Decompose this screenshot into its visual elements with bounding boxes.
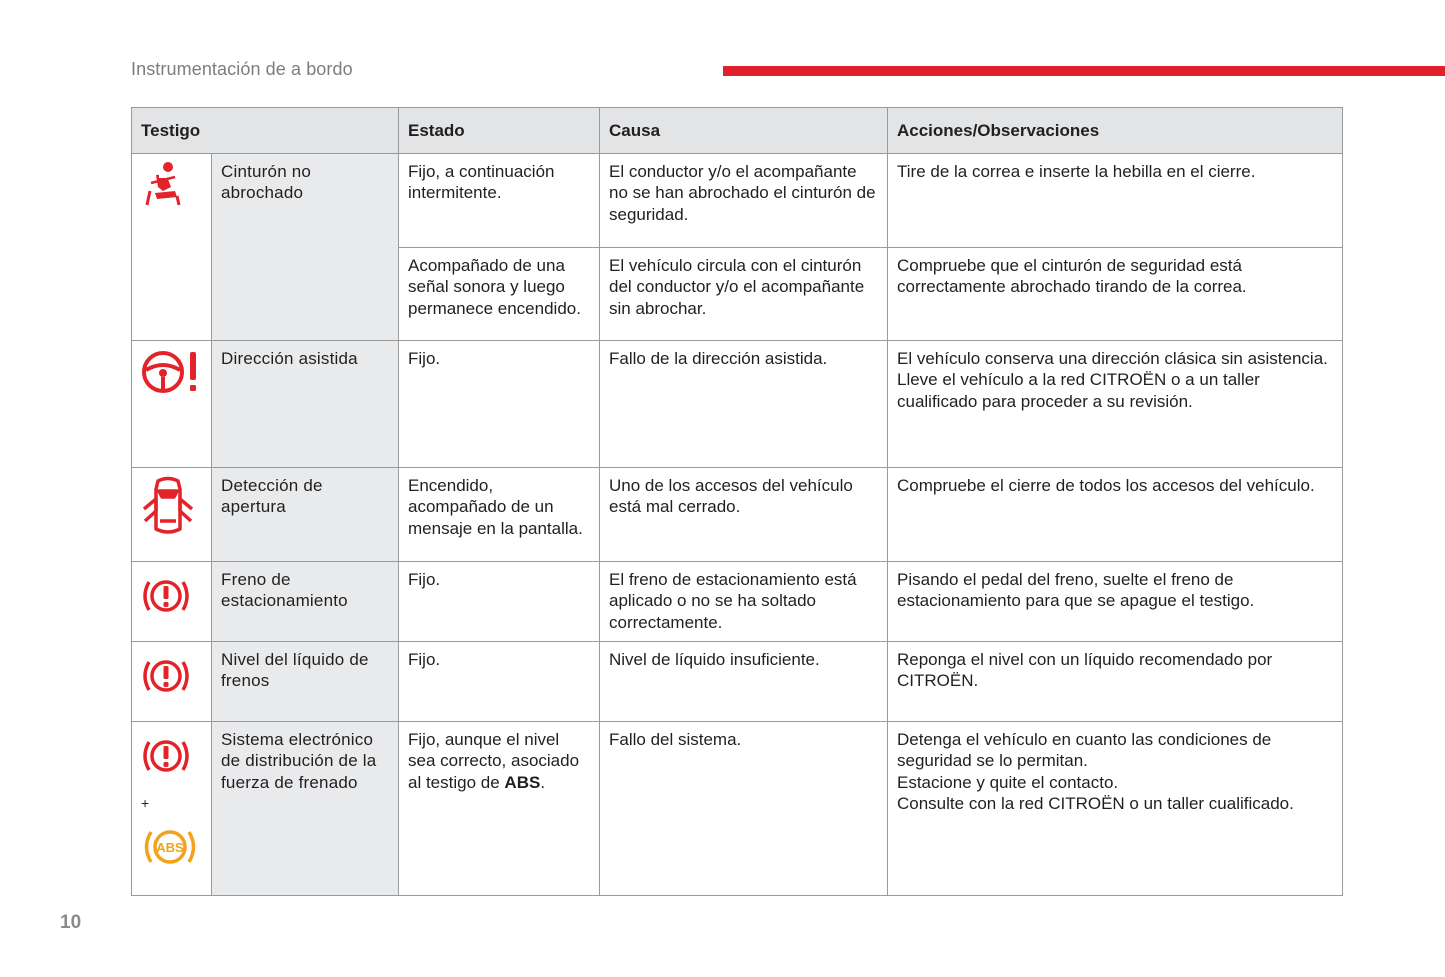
seatbelt-acciones-2: Compruebe que el cinturón de seguridad está correctamente abrochado tirando de la correa.: [888, 248, 1343, 341]
door-open-icon-cell: [132, 468, 212, 562]
header-causa: Causa: [600, 108, 888, 154]
seatbelt-name: Cinturón no abrochado: [212, 154, 399, 341]
table-row: [132, 154, 1343, 248]
steering-causa: Fallo de la dirección asistida.: [600, 341, 888, 468]
steering-acciones: [888, 341, 1343, 468]
warning-lights-table: [131, 107, 1343, 896]
header-acciones: Acciones/Observaciones: [888, 108, 1343, 154]
plus-sign: +: [141, 795, 150, 812]
table-row: [132, 341, 1343, 468]
steering-icon-cell: [132, 341, 212, 468]
seatbelt-estado-1: Fijo, a continuación intermitente.: [399, 154, 600, 248]
seatbelt-causa-2: El vehículo circula con el cinturón del conductor y/o el acompañante sin abrochar.: [600, 248, 888, 341]
ebd-acciones-line-2: Estacione y quite el contacto.: [897, 772, 1119, 792]
parking-brake-acciones: Pisando el pedal del freno, suelte el freno de estacionamiento para que se apague el testigo.: [888, 562, 1343, 642]
brake-warning-icon: [141, 761, 191, 780]
steering-acciones-line-2: Lleve el vehículo a la red CITROËN o a un taller cualificado para proceder a su revisión.: [897, 370, 1260, 411]
parking-brake-name: Freno de estacionamiento: [212, 562, 399, 642]
brake-fluid-name: Nivel del líquido de frenos: [212, 642, 399, 722]
steering-acciones-line-1: El vehículo conserva una dirección clásica sin asistencia.: [897, 349, 1328, 368]
table-row: [132, 722, 1343, 896]
door-open-warning-icon: [141, 522, 195, 541]
header-testigo: Testigo: [132, 108, 399, 154]
seatbelt-acciones-1: Tire de la correa e inserte la hebilla en el cierre.: [888, 154, 1343, 248]
ebd-estado-end: .: [540, 772, 546, 792]
brake-fluid-causa: Nivel de líquido insuficiente.: [600, 642, 888, 722]
power-steering-warning-icon: [141, 381, 203, 400]
ebd-estado: [399, 722, 600, 896]
ebd-icon-cell: [132, 722, 212, 896]
seatbelt-icon-cell: [132, 154, 212, 341]
door-open-causa: Uno de los accesos del vehículo está mal cerrado.: [600, 468, 888, 562]
table-row: [132, 562, 1343, 642]
seatbelt-estado-2: Acompañado de una señal sonora y luego permanece encendido.: [399, 248, 600, 341]
ebd-acciones-line-1: Detenga el vehículo en cuanto las condiciones de seguridad se lo permitan.: [897, 730, 1272, 771]
table-header-row: [132, 108, 1343, 154]
parking-brake-icon-cell: [132, 562, 212, 642]
section-title: Instrumentación de a bordo: [131, 59, 353, 79]
abs-warning-icon: [141, 839, 199, 873]
table-row: [132, 642, 1343, 722]
brake-warning-icon: [141, 681, 191, 700]
table-row: [132, 468, 1343, 562]
ebd-estado-abs: ABS: [504, 772, 541, 792]
brake-fluid-icon-cell: [132, 642, 212, 722]
header-estado: Estado: [399, 108, 600, 154]
brake-warning-icon: [141, 601, 191, 620]
brake-fluid-acciones: Reponga el nivel con un líquido recomendado por CITROËN.: [888, 642, 1343, 722]
header-accent-bar: [723, 66, 1445, 76]
door-open-acciones: Compruebe el cierre de todos los accesos del vehículo.: [888, 468, 1343, 562]
ebd-acciones: [888, 722, 1343, 896]
brake-fluid-estado: Fijo.: [399, 642, 600, 722]
door-open-estado: Encendido, acompañado de un mensaje en la pantalla.: [399, 468, 600, 562]
ebd-causa: Fallo del sistema.: [600, 722, 888, 896]
page-number: 10: [60, 912, 82, 933]
steering-name: Dirección asistida: [212, 341, 399, 468]
seatbelt-causa-1: El conductor y/o el acompañante no se han abrochado el cinturón de seguridad.: [600, 154, 888, 248]
ebd-name: Sistema electrónico de distribución de la fuerza de frenado: [212, 722, 399, 896]
abs-icon-label: ABS: [156, 839, 184, 855]
parking-brake-estado: Fijo.: [399, 562, 600, 642]
steering-estado: Fijo.: [399, 341, 600, 468]
ebd-acciones-line-3: Consulte con la red CITROËN o un taller cualificado.: [897, 793, 1294, 813]
parking-brake-causa: El freno de estacionamiento está aplicado o no se ha soltado correctamente.: [600, 562, 888, 642]
ebd-estado-text: Fijo, aunque el nivel sea correcto, asociado al testigo de: [408, 730, 580, 792]
seatbelt-warning-icon: [141, 192, 185, 211]
door-open-name: Detección de apertura: [212, 468, 399, 562]
